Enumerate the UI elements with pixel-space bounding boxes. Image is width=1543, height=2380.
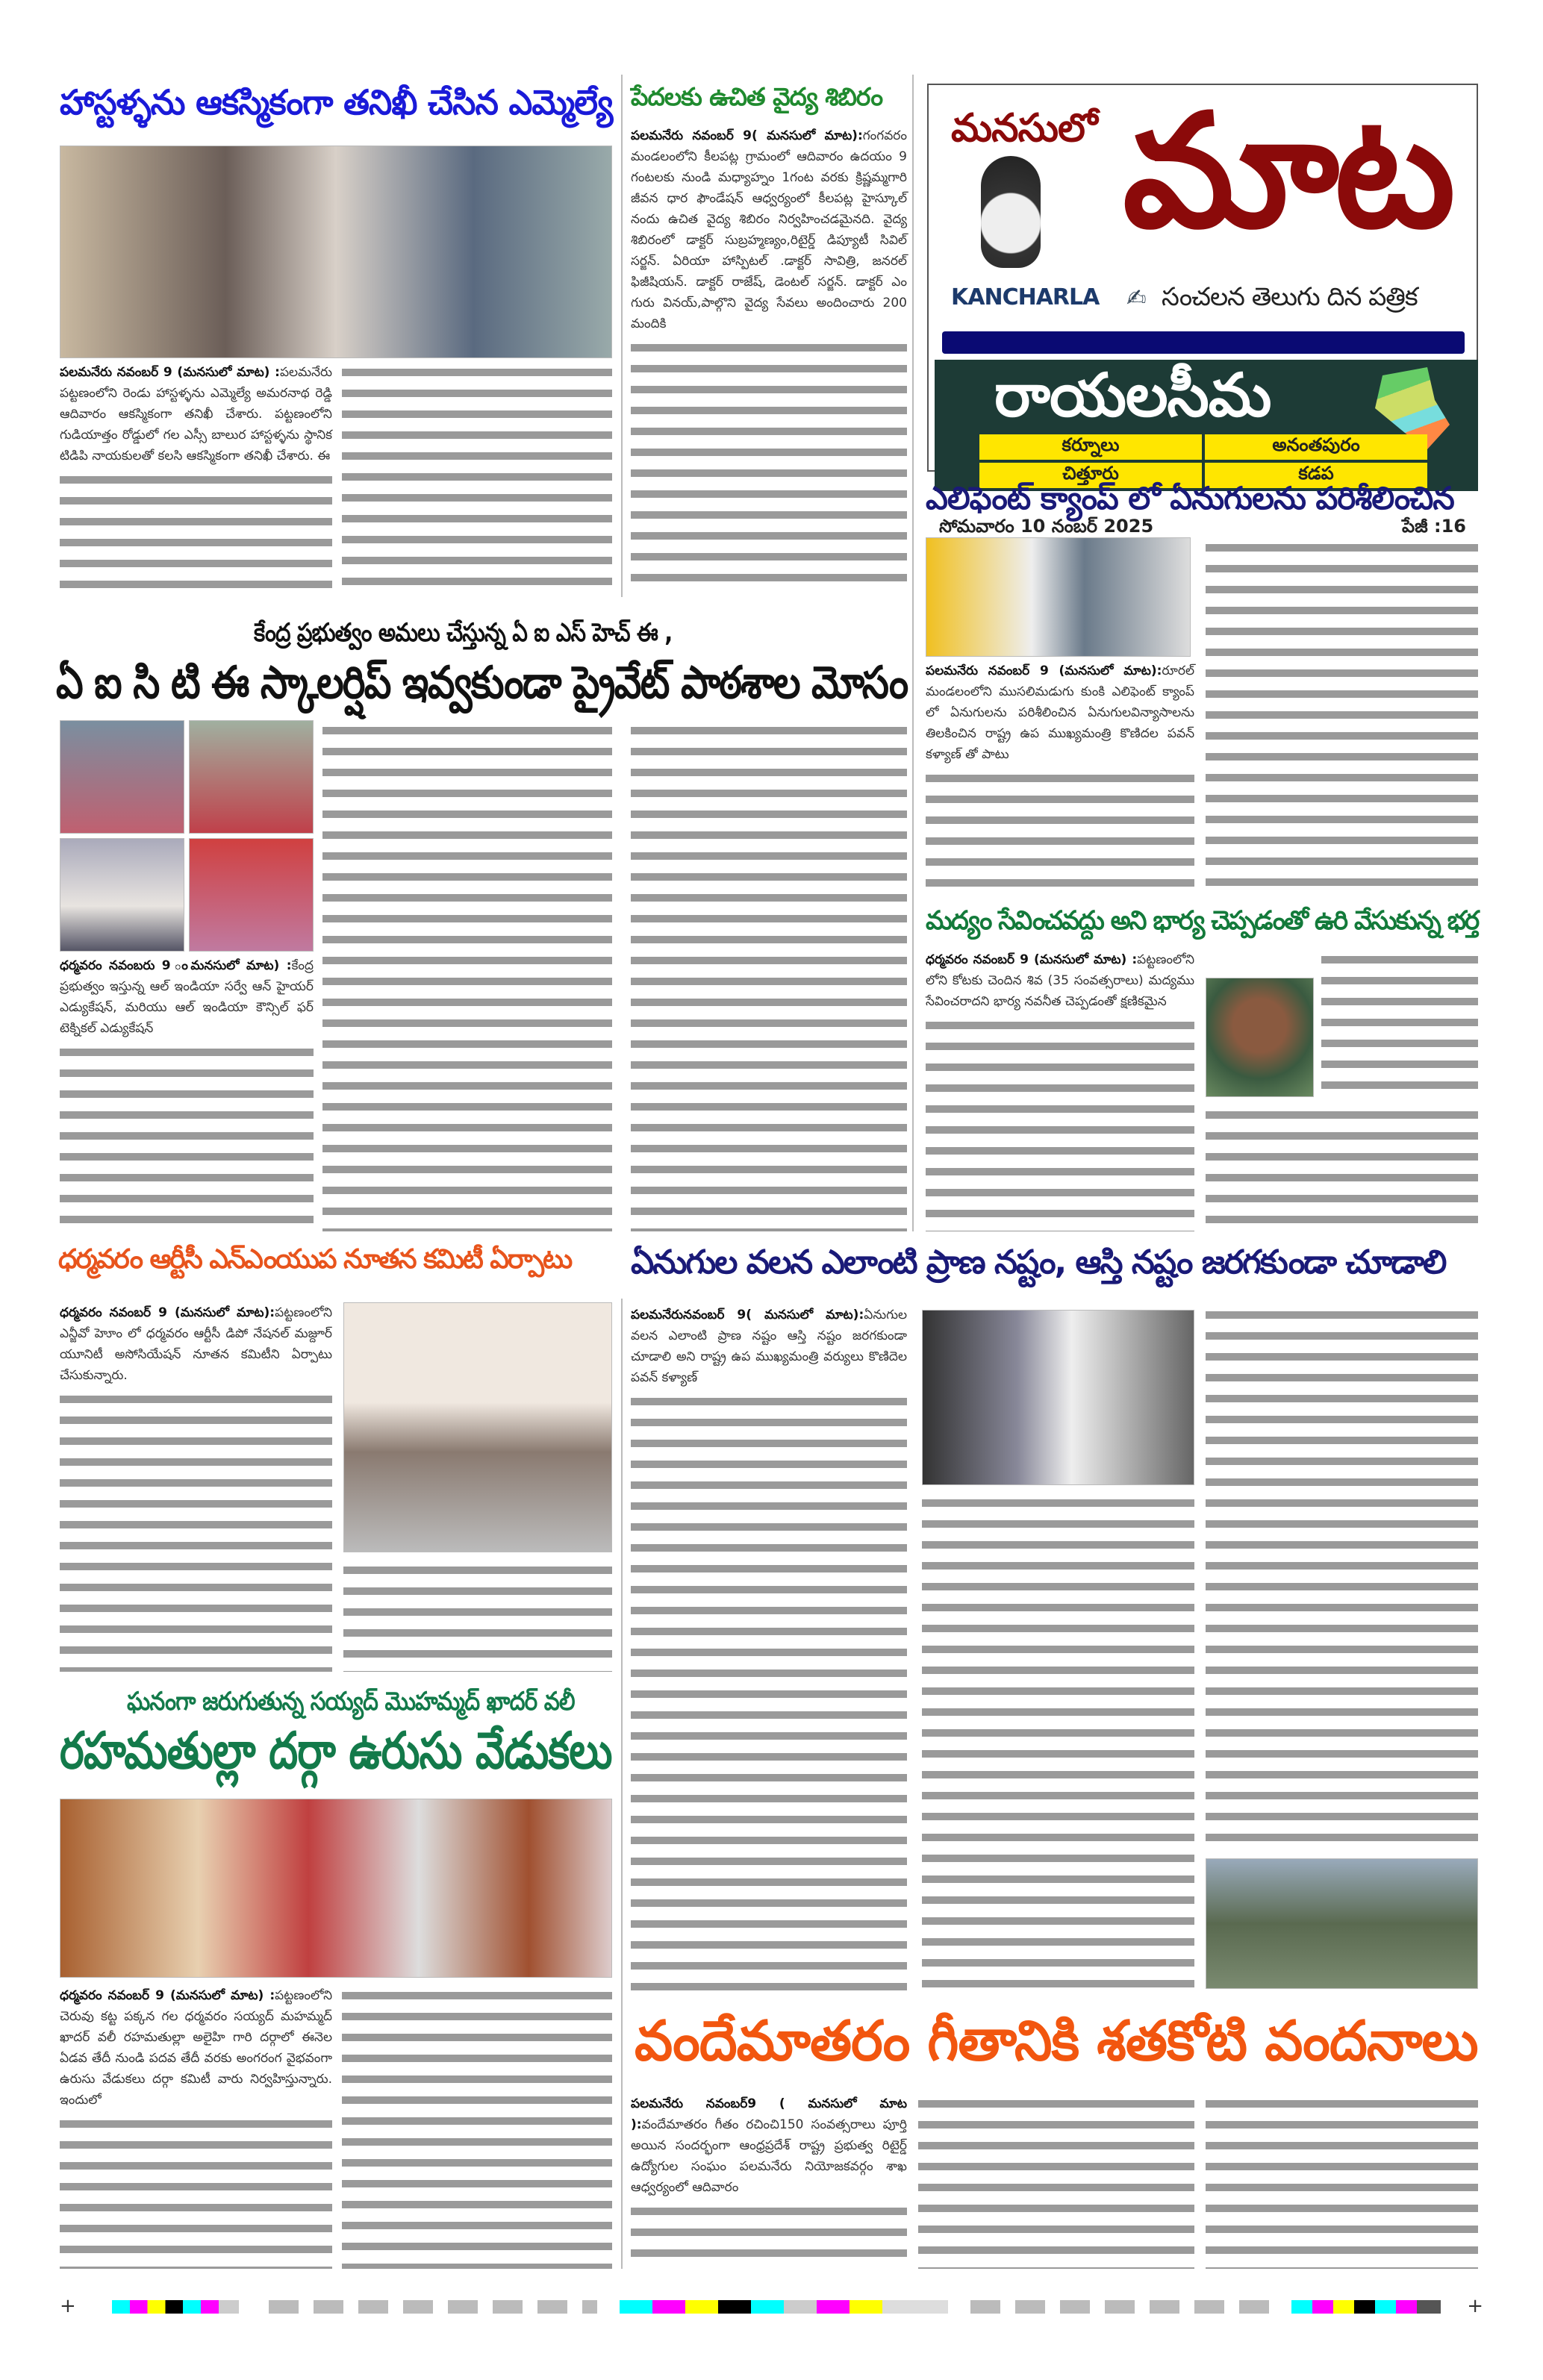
urusu-kicker: ఘనంగా జరుగుతున్న సయ్యద్ మొహమ్మద్ ఖాదర్ వలీ [127, 1687, 575, 1717]
elephant-camp-column [926, 660, 1194, 888]
scholarship-body [60, 955, 314, 1039]
region-title: రాయలసీమ [994, 360, 1271, 430]
dateline: ధర్మవరం నవంబర్ 9 (మనసులో మాట) : [60, 1988, 275, 2003]
victim-photo [1206, 978, 1314, 1097]
urusu-body [60, 1985, 332, 2111]
scholarship-photo [189, 838, 314, 952]
district-chittoor: చిత్తూరు [979, 463, 1202, 488]
founder-portrait [981, 156, 1041, 268]
hostel-column [60, 362, 332, 593]
scholarship-photo [60, 838, 184, 952]
column-divider [912, 75, 914, 1231]
elephant-camp-body [926, 660, 1194, 765]
scholarship-photo-grid [60, 720, 314, 952]
body-text-lines [1206, 1305, 1478, 1853]
vandemataram-headline: వందేమాతరం గీతానికి శతకోటి వందనాలు [635, 2009, 1478, 2073]
page-number: పేజీ :16 [1402, 516, 1466, 537]
registration-mark-icon: + [1467, 2295, 1483, 2317]
body-text-lines [631, 337, 907, 593]
lead-text: పట్టణంలోని చెరువు కట్ట పక్కన గల ధర్మవరం సయ్యద్ మహమ్మద్ ఖాదర్ వలీ రహమతుల్లా అలైహి గారి దర్గాలో ఈనెల ఏడవ తేదీ నుండి పదవ తేదీ వరకు అంగరంగ వైభవంగా ఉరుసు వేడుకలు దర్గా కమిటీ వారు నిర్వహిస్తున్నారు. ఇందులో [60, 1988, 332, 2108]
lead-text: పట్టణంలోని ఎన్జీవో హెూం లో ధర్మవరం ఆర్టీసీ డిపో నేషనల్ మజ్దూర్ యూనిటీ అసోసియేషన్ నూతన కమిటీని ఏర్పాటు చేసుకున్నారు. [60, 1305, 332, 1383]
liquor-headline: మద్యం సేవించవద్దు అని భార్య చెప్పడంతో ఉరి వేసుకున్న భర్త [926, 906, 1479, 936]
body-text-lines [1206, 537, 1478, 888]
body-text-lines [631, 2201, 907, 2269]
rtc-committee-photo [343, 1302, 612, 1552]
lead-text: పలమనేరు పట్టణంలోని రెండు హాస్టళ్ళను ఎమ్మెల్యే అమరనాథ రెడ్డి ఆదివారం ఆకస్మికంగా తనిఖీ చేశారు. పట్టణంలోని గుడియాత్తం రోడ్డులో గల ఎస్సీ బాలుర హాస్టళ్ళను స్థానిక టిడిపి నాయకులతో కలసి ఆకస్మికంగా తనిఖీ చేశారు. ఈ [60, 365, 332, 463]
rtc-column [60, 1302, 332, 1672]
brand-name: KANCHARLA [951, 284, 1100, 310]
body-text-lines [60, 1042, 314, 1231]
lead-text: పట్టణంలోని లోని కోటకు చెందిన శివ (35 సంవత్సరాలు) మద్యము సేవించరాదని భార్య నవనీత చెప్పడంతో క్షణికమైన [926, 952, 1194, 1009]
masthead-title-big: మాట [1123, 80, 1451, 263]
elephant-field-photo [1206, 1858, 1478, 1989]
district-anantapur: అనంతపురం [1205, 434, 1427, 460]
region-banner [935, 360, 1478, 491]
scholarship-headline: ఏ ఐ సి టి ఈ స్కాలర్షిప్ ఇవ్వకుండా ప్రైవేట్ పాఠశాల మోసం [56, 657, 908, 709]
district-kadapa: కడప [1205, 463, 1427, 488]
lead-text: వందేమాతరం గీతం రచించి150 సంవత్సరాలు పూర్తి అయిన సందర్భంగా ఆంధ్రప్రదేశ్ రాష్ట్ర ప్రభుత్వ రిటైర్డ్ ఉద్యోగుల సంఘం పలమనేరు నియోజకవర్గం శాఖ ఆధ్వర్యంలో ఆదివారం [631, 2117, 907, 2195]
body-text-lines [322, 720, 612, 1231]
scholarship-column [60, 955, 314, 1231]
body-text-lines [631, 720, 907, 1231]
urusu-photo [60, 1799, 612, 1978]
medical-column [631, 125, 907, 593]
body-text-lines [631, 1391, 907, 1993]
vandemataram-body [631, 2093, 907, 2198]
urusu-headline: రహమతుల్లా దర్గా ఉరుసు వేడుకలు [60, 1722, 612, 1781]
masthead-tagline: సంచలన తెలుగు దిన పత్రిక [1162, 282, 1418, 312]
body-text-lines [922, 1493, 1194, 1993]
dateline: ధర్మవరం నవంబరు 9 ంమనసులో మాట) : [60, 958, 292, 973]
scholarship-photo [60, 720, 184, 834]
rtc-body [60, 1302, 332, 1386]
body-text-lines [60, 1389, 332, 1672]
dateline: పలమనేరు నవంబర్ 9 (మనసులో మాట): [926, 663, 1162, 678]
body-text-lines [918, 2093, 1194, 2269]
scholarship-kicker: కేంద్ర ప్రభుత్వం అమలు చేస్తున్న ఏ ఐ ఎస్ హెచ్ ఈ , [254, 618, 673, 648]
lead-text: కేంద్ర ప్రభుత్వం ఇస్తున్న ఆల్ ఇండియా సర్వే ఆన్ హైయర్ ఎడ్యుకేషన్, మరియు ఆల్ ఇండియా కౌన్సిల్ ఫర్ టెక్నికల్ ఎడ్యుకేషన్ [60, 958, 314, 1036]
dateline: ధర్మవరం నవంబర్ 9 (మనసులో మాట): [60, 1305, 275, 1320]
urusu-column [60, 1985, 332, 2269]
color-bar [269, 2300, 597, 2314]
dateline: పలమనేరు నవంబర్ 9( మనసులో మాట): [631, 128, 863, 143]
elephant-meeting-photo [922, 1310, 1194, 1485]
liquor-body [926, 949, 1194, 1012]
elephant-loss-body [631, 1305, 907, 1388]
color-bar [970, 2300, 1269, 2314]
column-divider [621, 75, 623, 597]
pen-icon: ✍ [1126, 284, 1147, 312]
color-bar [112, 2300, 239, 2314]
vandemataram-column [631, 2093, 907, 2269]
scholarship-photo [189, 720, 314, 834]
lead-text: రూరల్ మండలంలోని ముసలిమడుగు కుంకి ఎలిఫెంట్ క్యాంప్ లో ఏనుగులను పరిశీలించిన ఏనుగులవిన్యాసాలను తిలకించిన రాష్ట్ర ఉప ముఖ్యమంత్రి కొణిదల పవన్ కళ్యాణ్ తో పాటు [926, 663, 1194, 762]
body-text-lines [1206, 2093, 1478, 2269]
dateline: పలమనేరు నవంబర్9 ( మనసులో మాట ): [631, 2096, 907, 2132]
column-divider [621, 1299, 623, 2269]
liquor-column [926, 949, 1194, 1231]
color-bar [1291, 2300, 1441, 2314]
color-bar [620, 2300, 948, 2314]
body-text-lines [1321, 949, 1478, 1099]
body-text-lines [1206, 1105, 1478, 1231]
lead-text: ఏనుగుల వలన ఎలాంటి ప్రాణ నష్టం ఆస్తి నష్టం జరగకుండా చూడాలి అని రాష్ట్ర ఉప ముఖ్యమంత్రి వర్యులు కొణిదెల పవన్ కళ్యాణ్ [631, 1308, 907, 1385]
masthead-title-small: మనసులో [951, 106, 1097, 151]
body-text-lines [342, 362, 612, 593]
elephant-loss-column [631, 1305, 907, 1993]
navy-band [942, 331, 1465, 354]
body-text-lines [342, 1985, 612, 2269]
body-text-lines [926, 768, 1194, 888]
elephant-camp-headline: ఎలిఫెంట్ క్యాంప్ లో ఏనుగులను పరిశీలించిన [926, 480, 1454, 516]
body-text-lines [343, 1560, 612, 1672]
body-text-lines [926, 1015, 1194, 1231]
elephant-loss-headline: ఏనుగుల వలన ఎలాంటి ప్రాణ నష్టం, ఆస్తి నష్టం జరగకుండా చూడాలి [631, 1243, 1446, 1281]
issue-date: సోమవారం 10 నంబర్ 2025 [939, 516, 1154, 537]
body-text-lines [60, 469, 332, 593]
elephant-camp-photo [926, 537, 1191, 657]
dateline: పలమనేరునవంబర్ 9( మనసులో మాట): [631, 1308, 864, 1322]
hostel-headline: హాస్టళ్ళను ఆకస్మికంగా తనిఖీ చేసిన ఎమ్మెల్యే [60, 82, 613, 122]
hostel-photo [60, 146, 612, 358]
medical-headline: పేదలకు ఉచిత వైద్య శిబిరం [631, 82, 883, 111]
dateline: ధర్మవరం నవంబర్ 9 (మనసులో మాట) : [926, 952, 1138, 967]
body-text-lines [60, 2114, 332, 2269]
dateline: పలమనేరు నవంబర్ 9 (మనసులో మాట) : [60, 365, 280, 380]
medical-body [631, 125, 907, 334]
rtc-headline: ధర్మవరం ఆర్టీసీ ఎన్ఎంయుప నూతన కమిటీ ఏర్పాటు [58, 1244, 572, 1275]
district-kurnool: కర్నూలు [979, 434, 1202, 460]
hostel-body [60, 362, 332, 466]
lead-text: గంగవరం మండలంలోని కీలపట్ల గ్రామంలో ఆదివారం ఉదయం 9 గంటలకు నుండి మధ్యాహ్నం 1గంట వరకు క్రిష్ణమ్మగారి జీవన ధార ఫౌండేషన్ ఆధ్వర్యంలో కీలపట్ల హైస్కూల్ నందు ఉచిత వైద్య శిబిరం నిర్వహించడమైనది. వైద్య శిబిరంలో డాక్టర్ సుబ్రహ్మణ్యం,రిటైర్డ్ డిప్యూటీ సివిల్ సర్జన్. ఏరియా హాస్పిటల్ .డాక్టర్ సావిత్రి, జనరల్ ఫిజీషియన్. డాక్టర్ రాజేష్, డెంటల్ సర్జన్. డాక్టర్ ఎం గురు వినయ్,పాల్గొని వైద్య సేవలు అందించారు 200 మందికి [631, 128, 907, 331]
registration-mark-icon: + [60, 2295, 76, 2317]
